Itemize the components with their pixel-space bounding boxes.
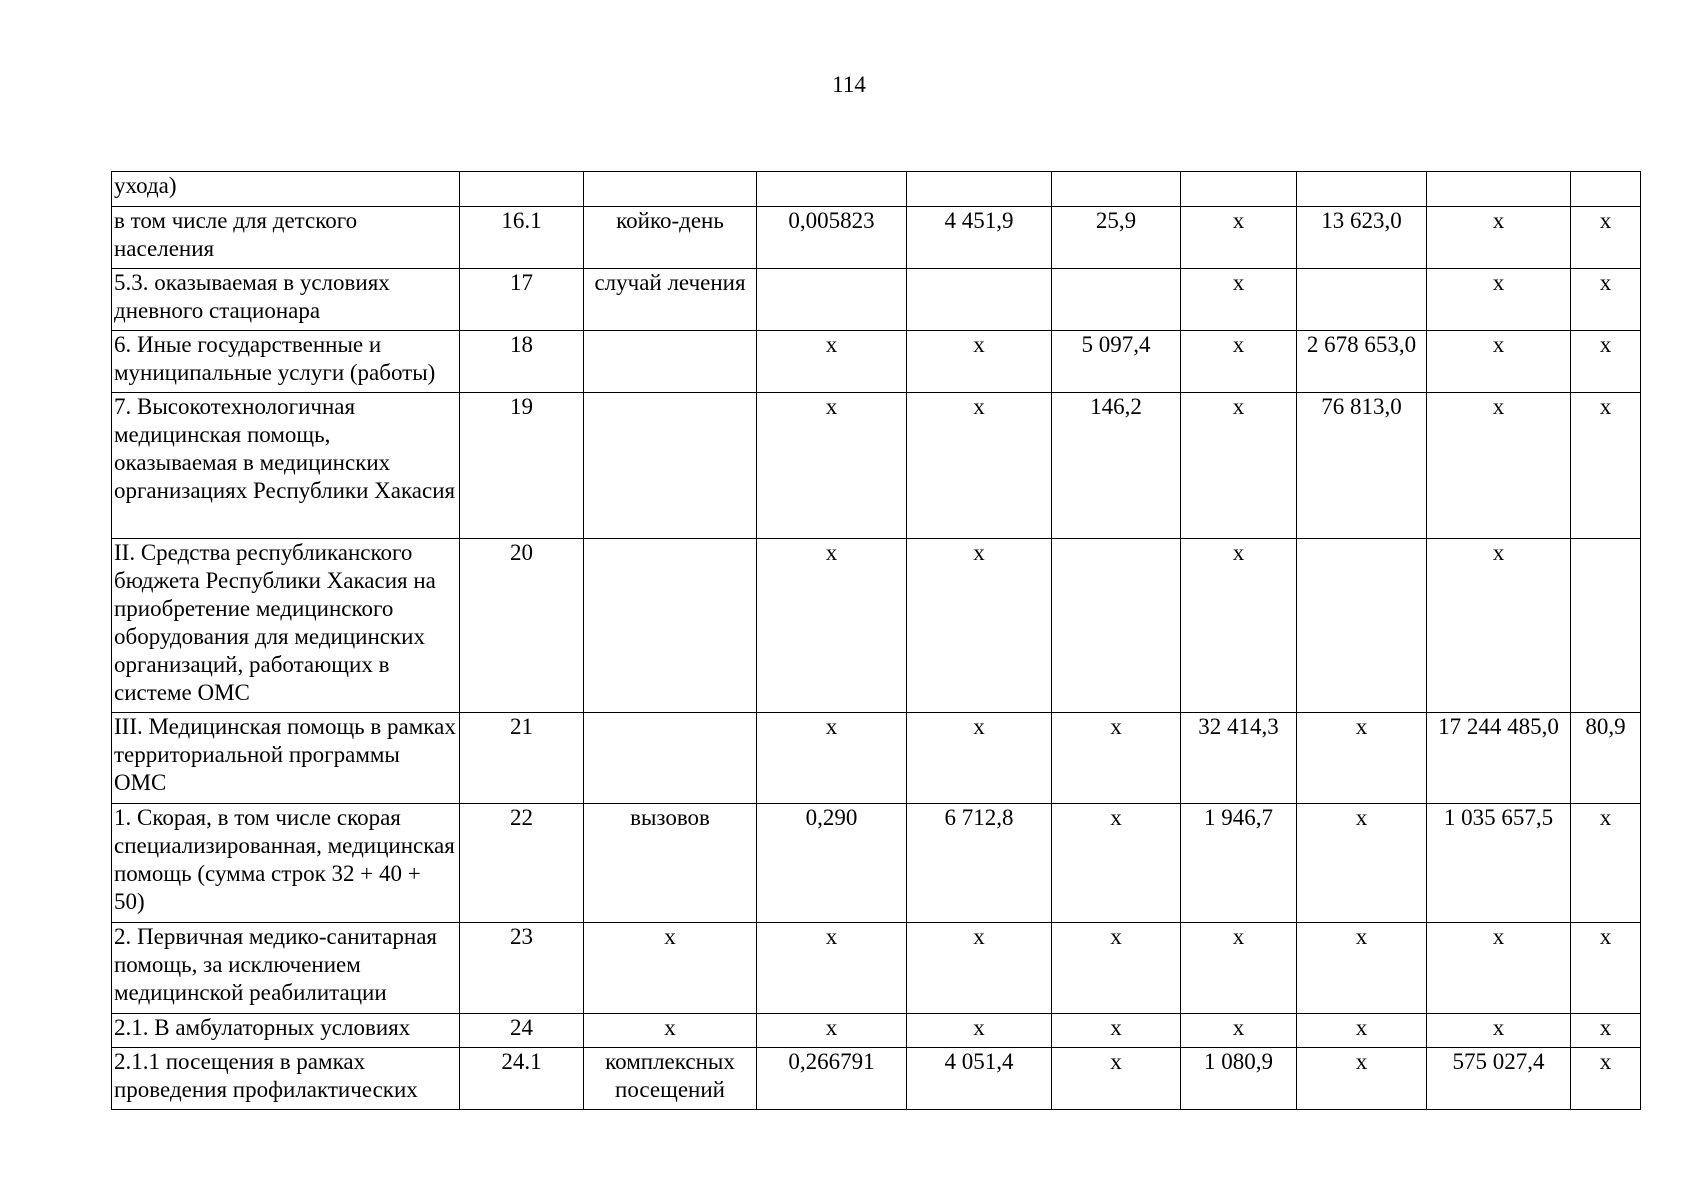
value-cell: х	[907, 1014, 1052, 1048]
value-cell: х	[1427, 331, 1571, 393]
value-cell: х	[1181, 269, 1297, 331]
value-cell: 1 080,9	[1181, 1048, 1297, 1110]
value-cell: 5 097,4	[1052, 331, 1181, 393]
value-cell	[907, 172, 1052, 207]
value-cell: х	[1052, 1048, 1181, 1110]
unit-cell: х	[584, 923, 757, 1014]
table-row	[112, 539, 1641, 713]
value-cell: х	[1181, 1014, 1297, 1048]
value-cell: х	[757, 713, 907, 804]
value-cell: х	[1427, 539, 1571, 713]
value-cell: 0,266791	[757, 1048, 907, 1110]
value-cell: х	[907, 713, 1052, 804]
value-cell: х	[907, 331, 1052, 393]
page-number: 114	[832, 72, 866, 97]
unit-cell: х	[584, 1014, 757, 1048]
value-cell: х	[1571, 1014, 1641, 1048]
value-cell: х	[1427, 269, 1571, 331]
value-cell: 0,005823	[757, 207, 907, 269]
value-cell: х	[1052, 804, 1181, 923]
row-number: 20	[460, 539, 584, 713]
value-cell: х	[1297, 923, 1427, 1014]
value-cell: х	[757, 331, 907, 393]
value-cell: 0,290	[757, 804, 907, 923]
value-cell: х	[1571, 269, 1641, 331]
unit-cell: случай лечения	[584, 269, 757, 331]
value-cell: х	[1427, 207, 1571, 269]
value-cell: 80,9	[1571, 713, 1641, 804]
table-row	[112, 1048, 1641, 1110]
row-label: 7. Высокотехнологичная медицинская помощь, оказываемая в медицинских организациях Республики Хакасия	[112, 393, 460, 539]
unit-cell	[584, 713, 757, 804]
value-cell: х	[1181, 393, 1297, 539]
value-cell: х	[1571, 923, 1641, 1014]
value-cell: 32 414,3	[1181, 713, 1297, 804]
value-cell: х	[1427, 923, 1571, 1014]
value-cell: х	[1571, 207, 1641, 269]
row-label: III. Медицинская помощь в рамках территориальной программы ОМС	[112, 713, 460, 804]
row-number: 22	[460, 804, 584, 923]
table-row	[112, 172, 1641, 207]
value-cell	[1181, 172, 1297, 207]
value-cell: х	[1427, 1014, 1571, 1048]
row-label: II. Средства республиканского бюджета Республики Хакасия на приобретение медицинского оборудования для медицинских организаций, работающих в системе ОМС	[112, 539, 460, 713]
value-cell	[757, 172, 907, 207]
value-cell: х	[757, 1014, 907, 1048]
row-label: 2.1.1 посещения в рамках проведения профилактических	[112, 1048, 460, 1110]
data-table	[111, 171, 1641, 1110]
row-label: 2.1. В амбулаторных условиях	[112, 1014, 460, 1048]
unit-cell: вызовов	[584, 804, 757, 923]
row-number: 21	[460, 713, 584, 804]
value-cell: х	[1297, 1014, 1427, 1048]
row-number: 23	[460, 923, 584, 1014]
value-cell: 76 813,0	[1297, 393, 1427, 539]
value-cell: х	[1571, 331, 1641, 393]
value-cell: 2 678 653,0	[1297, 331, 1427, 393]
value-cell: х	[1181, 331, 1297, 393]
unit-cell	[584, 331, 757, 393]
table-row	[112, 269, 1641, 331]
value-cell: х	[757, 923, 907, 1014]
row-number: 24.1	[460, 1048, 584, 1110]
row-label: 5.3. оказываемая в условиях дневного стационара	[112, 269, 460, 331]
table-row	[112, 207, 1641, 269]
value-cell	[1297, 539, 1427, 713]
value-cell: х	[1571, 804, 1641, 923]
value-cell: х	[907, 393, 1052, 539]
value-cell	[1052, 172, 1181, 207]
value-cell: х	[1052, 923, 1181, 1014]
row-number: 24	[460, 1014, 584, 1048]
value-cell: х	[757, 539, 907, 713]
value-cell: х	[1181, 923, 1297, 1014]
value-cell	[757, 269, 907, 331]
value-cell: 25,9	[1052, 207, 1181, 269]
value-cell: 4 051,4	[907, 1048, 1052, 1110]
value-cell: х	[1052, 1014, 1181, 1048]
table-body	[112, 172, 1641, 1110]
value-cell: х	[1181, 539, 1297, 713]
table-row	[112, 331, 1641, 393]
value-cell: 13 623,0	[1297, 207, 1427, 269]
value-cell: х	[1052, 713, 1181, 804]
row-number: 19	[460, 393, 584, 539]
row-label: 2. Первичная медико-санитарная помощь, за исключением медицинской реабилитации	[112, 923, 460, 1014]
value-cell: х	[1181, 207, 1297, 269]
table-row	[112, 1014, 1641, 1048]
value-cell: 575 027,4	[1427, 1048, 1571, 1110]
value-cell	[1427, 172, 1571, 207]
value-cell: х	[1297, 1048, 1427, 1110]
row-label: 6. Иные государственные и муниципальные услуги (работы)	[112, 331, 460, 393]
value-cell: х	[757, 393, 907, 539]
value-cell: 146,2	[1052, 393, 1181, 539]
value-cell	[1297, 269, 1427, 331]
value-cell	[1297, 172, 1427, 207]
value-cell	[1052, 269, 1181, 331]
row-label: ухода)	[112, 172, 460, 207]
unit-cell: комплексных посещений	[584, 1048, 757, 1110]
value-cell: 4 451,9	[907, 207, 1052, 269]
unit-cell	[584, 393, 757, 539]
value-cell: х	[1297, 804, 1427, 923]
row-number	[460, 172, 584, 207]
unit-cell	[584, 539, 757, 713]
row-number: 18	[460, 331, 584, 393]
value-cell: 1 035 657,5	[1427, 804, 1571, 923]
row-label: в том числе для детского населения	[112, 207, 460, 269]
unit-cell: койко-день	[584, 207, 757, 269]
value-cell: 6 712,8	[907, 804, 1052, 923]
value-cell	[907, 269, 1052, 331]
table-row	[112, 923, 1641, 1014]
value-cell: 17 244 485,0	[1427, 713, 1571, 804]
value-cell	[1571, 172, 1641, 207]
table-row	[112, 713, 1641, 804]
value-cell	[1052, 539, 1181, 713]
value-cell: 1 946,7	[1181, 804, 1297, 923]
value-cell: х	[907, 923, 1052, 1014]
value-cell: х	[1427, 393, 1571, 539]
row-number: 17	[460, 269, 584, 331]
value-cell: х	[1297, 713, 1427, 804]
row-label: 1. Скорая, в том числе скорая специализированная, медицинская помощь (сумма строк 32 + 40 + 50)	[112, 804, 460, 923]
value-cell	[1571, 539, 1641, 713]
row-number: 16.1	[460, 207, 584, 269]
table-row	[112, 804, 1641, 923]
unit-cell	[584, 172, 757, 207]
value-cell: х	[1571, 1048, 1641, 1110]
value-cell: х	[1571, 393, 1641, 539]
table-row	[112, 393, 1641, 539]
value-cell: х	[907, 539, 1052, 713]
